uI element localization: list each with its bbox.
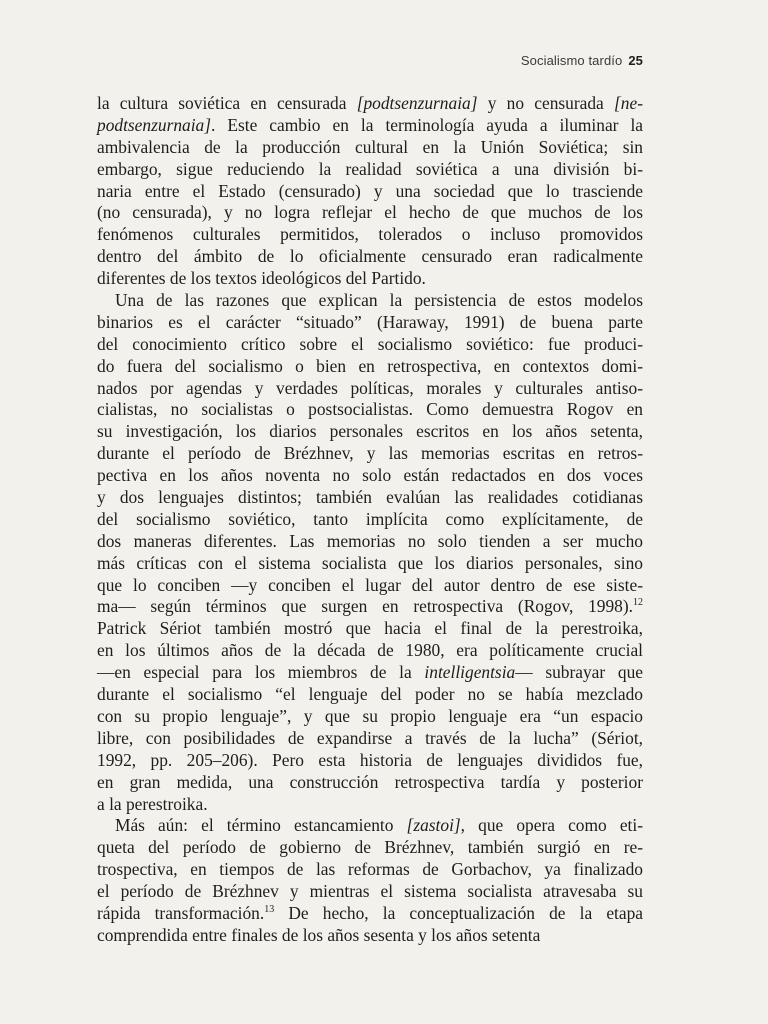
- italic-term: [podtsenzurnaia]: [356, 93, 478, 113]
- running-head: [521, 53, 643, 68]
- text-run: ma— según términos que surgen en retrospectiva (Rogov, 1998).: [97, 596, 633, 617]
- text-run: del conocimiento crítico sobre el socialismo soviético: fue produci-: [97, 333, 643, 354]
- text-run: , que opera como eti-: [460, 815, 643, 836]
- text-line: [97, 794, 643, 816]
- text-run: nados por agendas y verdades políticas, morales y culturales antiso-: [97, 377, 643, 398]
- text-run: fenómenos culturales permitidos, tolerados o incluso promovidos: [97, 224, 643, 245]
- text-line: [97, 509, 643, 531]
- text-run: diferentes de los textos ideológicos del Partido.: [97, 268, 426, 289]
- footnote-ref: 13: [264, 903, 275, 915]
- text-line: [97, 531, 643, 553]
- text-line: [97, 487, 643, 509]
- text-run: comprendida entre finales de los años sesenta y los años setenta: [97, 924, 541, 945]
- text-run: durante el socialismo “el lenguaje del poder no se había mezclado: [97, 684, 643, 705]
- text-run: dentro del ámbito de lo oficialmente censurado eran radicalmente: [97, 246, 643, 267]
- text-line: [97, 618, 643, 640]
- text-line: [97, 137, 643, 159]
- text-run: binarios es el carácter “situado” (Haraway, 1991) de buena parte: [97, 311, 643, 332]
- text-line: [97, 334, 643, 356]
- text-line: [97, 159, 643, 181]
- paragraph: [97, 815, 643, 946]
- page-number: 25: [628, 53, 643, 68]
- italic-term: podtsenzurnaia]: [97, 114, 212, 135]
- text-line: [97, 772, 643, 794]
- text-line: [97, 93, 643, 115]
- text-run: libre, con posibilidades de expandirse a través de la lucha” (Sériot,: [97, 727, 643, 748]
- text-line: [97, 881, 643, 903]
- text-run: Patrick Sériot también mostró que hacia el final de la perestroika,: [97, 618, 643, 639]
- text-line: [97, 728, 643, 750]
- italic-term: [zastoi]: [406, 815, 461, 836]
- text-line: [97, 399, 643, 421]
- text-run: naria entre el Estado (censurado) y una sociedad que lo trasciende: [97, 180, 643, 201]
- text-line: [97, 684, 643, 706]
- text-line: [97, 181, 643, 203]
- text-run: y no censurada: [477, 93, 615, 113]
- text-run: del socialismo soviético, tanto implícita como explícitamente, de: [97, 508, 643, 529]
- text-run: en gran medida, una construcción retrospectiva tardía y posterior: [97, 771, 643, 792]
- text-line: [97, 378, 643, 400]
- text-run: pectiva en los años noventa no solo están redactados en dos voces: [97, 465, 643, 486]
- text-run: —en especial para los miembros de la: [97, 662, 425, 683]
- body-text: [97, 93, 643, 947]
- text-run: durante el período de Brézhnev, y las memorias escritas en retros-: [97, 443, 643, 464]
- text-line: [97, 837, 643, 859]
- text-line: [97, 246, 643, 268]
- text-run: Una de las razones que explican la persistencia de estos modelos: [115, 290, 643, 311]
- text-run: ambivalencia de la producción cultural en la Unión Soviética; sin: [97, 136, 643, 157]
- text-run: que lo conciben —y conciben el lugar del autor dentro de ese siste-: [97, 574, 643, 595]
- text-line: [97, 903, 643, 925]
- text-line: [97, 115, 643, 137]
- text-line: [97, 596, 643, 618]
- text-run: la cultura soviética en censurada: [97, 93, 357, 113]
- text-line: [97, 553, 643, 575]
- text-run: con su propio lenguaje”, y que su propio lenguaje era “un espacio: [97, 705, 643, 726]
- paragraph: [97, 93, 643, 290]
- text-line: [97, 640, 643, 662]
- text-line: [97, 443, 643, 465]
- text-line: [97, 925, 643, 947]
- text-run: — subrayar que: [515, 662, 643, 683]
- text-line: [97, 815, 643, 837]
- text-run: embargo, sigue reduciendo la realidad soviética a una división bi-: [97, 158, 643, 179]
- text-run: el período de Brézhnev y mientras el sistema socialista atravesaba su: [97, 881, 643, 902]
- text-line: [97, 268, 643, 290]
- text-run: De hecho, la conceptualización de la etapa: [274, 902, 643, 923]
- text-run: queta del período de gobierno de Brézhnev, también surgió en re-: [97, 837, 643, 858]
- text-run: y dos lenguajes distintos; también evalúan las realidades cotidianas: [97, 487, 643, 508]
- italic-term: intelligentsia: [424, 662, 516, 683]
- text-line: [97, 859, 643, 881]
- text-run: su investigación, los diarios personales escritos en los años setenta,: [97, 421, 643, 442]
- footnote-ref: 12: [633, 597, 643, 609]
- text-run: más críticas con el sistema socialista que los diarios personales, sino: [97, 552, 643, 573]
- text-line: [97, 421, 643, 443]
- section-title: Socialismo tardío: [520, 53, 623, 68]
- text-line: [97, 750, 643, 772]
- text-run: 1992, pp. 205–206). Pero esta historia de lenguajes divididos fue,: [97, 749, 643, 770]
- text-run: rápida transformación.: [97, 902, 265, 923]
- text-run: a la perestroika.: [97, 793, 208, 814]
- text-run: do fuera del socialismo o bien en retrospectiva, en contextos domi-: [97, 355, 643, 376]
- text-run: en los últimos años de la década de 1980, era políticamente crucial: [97, 640, 643, 661]
- text-line: [97, 356, 643, 378]
- text-run: . Este cambio en la terminología ayuda a iluminar la: [211, 114, 643, 135]
- text-line: [97, 224, 643, 246]
- text-line: [97, 202, 643, 224]
- text-run: Más aún: el término estancamiento: [115, 815, 407, 836]
- text-line: [97, 706, 643, 728]
- text-line: [97, 312, 643, 334]
- text-run: dos maneras diferentes. Las memorias no solo tienden a ser mucho: [97, 530, 643, 551]
- text-run: trospectiva, en tiempos de las reformas de Gorbachov, ya finalizado: [97, 859, 643, 880]
- italic-term: [ne-: [614, 93, 643, 113]
- text-run: (no censurada), y no logra reflejar el hecho de que muchos de los: [97, 202, 643, 223]
- text-line: [97, 575, 643, 597]
- text-line: [97, 290, 643, 312]
- paragraph: [97, 290, 643, 815]
- text-run: cialistas, no socialistas o postsocialistas. Como demuestra Rogov en: [97, 399, 643, 420]
- text-line: [97, 662, 643, 684]
- text-line: [97, 465, 643, 487]
